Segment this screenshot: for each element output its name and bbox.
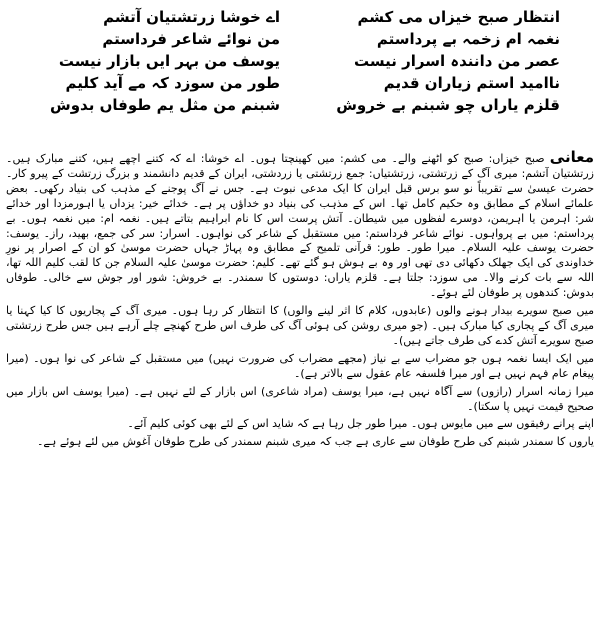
poem-line: انتظار صبح خیزاں می کشم <box>357 8 560 26</box>
poem-couplet <box>40 72 560 94</box>
explanation-paragraph: میں صبح سویرے بیدار ہونے والوں (عابدوں، کلام کا اثر لینے والوں) کا انتظار کر رہا ہوں۔ میری آگ کے پجاریوں کا کیا کہنا یا میری آگ کے پجاری کیا مبارک ہیں۔ (جو میری روشن کی ہوئی آگ کی طرف اس طرح کھنچے چلے آرہے ہیں جس طرح زرتشتی صبح سویرے آتش کدے کی طرف جاتے ہیں)۔ <box>6 304 594 347</box>
poem-line: من نوائے شاعر فرداستم <box>102 30 280 48</box>
poem-line: قلزم یاراں چو شبنم بے خروش <box>336 96 560 114</box>
poem-couplet <box>40 6 560 28</box>
poem-block <box>40 6 560 116</box>
poem-line: ناامید استم زیاران قدیم <box>383 74 560 92</box>
explanation-paragraph: یاروں کا سمندر شبنم کی طرح طوفان سے عاری ہے جب کہ میری شبنم سمندر کی طرح طوفان آغوش میں لئے ہوئے ہے۔ <box>36 435 594 449</box>
commentary <box>6 150 594 450</box>
poem-line: طور من سوزد کہ مے آید کلیم <box>65 74 280 92</box>
maani-heading: معانی <box>549 148 594 166</box>
explanation-paragraph: اپنے پرانے رفیقوں سے میں مایوس ہوں۔ میرا طور جل رہا ہے کہ شاید اس کے لئے بھی کوئی کلیم آئے۔ <box>127 417 594 431</box>
explanation-paragraph: میرا زمانہ اسرار (رازوں) سے آگاہ نہیں ہے، میرا یوسف (مراد شاعری) اس بازار کے لئے نہیں ہے۔ (میرا یوسف اس بازار میں صحیح قیمت نہیں پا سکتا)۔ <box>6 384 594 413</box>
poem-couplet <box>40 50 560 72</box>
explanation-paragraph: میں ایک ایسا نغمہ ہوں جو مضراب سے بے نیاز (مجھے مضراب کی ضرورت نہیں) میں مستقبل کے شاعر کی نوا ہوں۔ (میرا پیغام عام فہم نہیں ہے اور میرا فلسفہ عام عقول سے بالاتر ہے)۔ <box>6 351 594 380</box>
glossary-text: صبح خیزاں: صبح کو اٹھنے والے۔ می کشم: میں کھینچتا ہوں۔ اے خوشا: اے کہ کتنے اچھے ہیں، کتنے مبارک ہیں۔ زرتشتیان آتشم: میری آگ کے زرتشتی، زرتشتیاں: جمع زرتشتی یا زردشتی، ایران کے قدیم دانشمند و بزرگ زرتشت کے پیرو کار۔ حضرت عیسیٰ سے تقریباً نو سو برس قبل ایران کا ایک مدعی نبوت ہے۔ جس نے آگ پوجنے کے مذہب کی بنیاد رکھی۔ بعض علمائے اسلام کے مطابق وہ حکیم کامل تھا۔ اس کے مذہب کی بنیاد دو خداؤں پر ہے۔ خدائے خیر: یزداں یا اہورمزدا اور خدائے شر: اہرمن یا اہریمن، دوسرے لفظوں میں شیطان۔ آتش پرست اس کا نام ابراہیم بتاتے ہیں۔ نغمہ ام: میں نغمہ ہوں۔ بے پرداستم: میں بے پرواہوں۔ نوائے شاعر فرداستم: میں مستقبل کے شاعر کی نواہوں۔ اسرار: سر کی جمع، بھید، راز۔ یوسف: حضرت یوسف علیہ السلام۔ میرا طور۔ طور: قرآنی تلمیح کے مطابق وہ پہاڑ جہاں حضرت موسیٰ کو ان کے اصرار پر نورِ خداوندی کی ایک جھلک دکھائی دی تھی اور وہ بے ہوش ہو گئے تھے۔ کلیم: حضرت موسیٰ علیہ السلام جن کا لقب کلیم اللہ تھا، اللہ سے بات کرنے والا۔ می سوزد: جلتا ہے۔ قلزم یاراں: دوستوں کا سمندر۔ بے خروش: شور اور جوش سے خالی۔ طوفاں بدوش: کندھوں پر طوفان لئے ہوئے۔ <box>6 152 594 300</box>
poem-line: شبنم من مثل یم طوفاں بدوش <box>50 96 280 114</box>
poem-line: نغمہ ام زخمہ بے پرداستم <box>376 30 560 48</box>
poem-couplet <box>40 28 560 50</box>
glossary-paragraph <box>6 150 594 301</box>
poem-couplet <box>40 94 560 116</box>
poem-line: عصر من دانندہ اسرار نیست <box>354 52 560 70</box>
poem-line: یوسف من بہر ایں بازار نیست <box>58 52 280 70</box>
poem-line: اے خوشا زرتشتیان آتشم <box>103 8 280 26</box>
